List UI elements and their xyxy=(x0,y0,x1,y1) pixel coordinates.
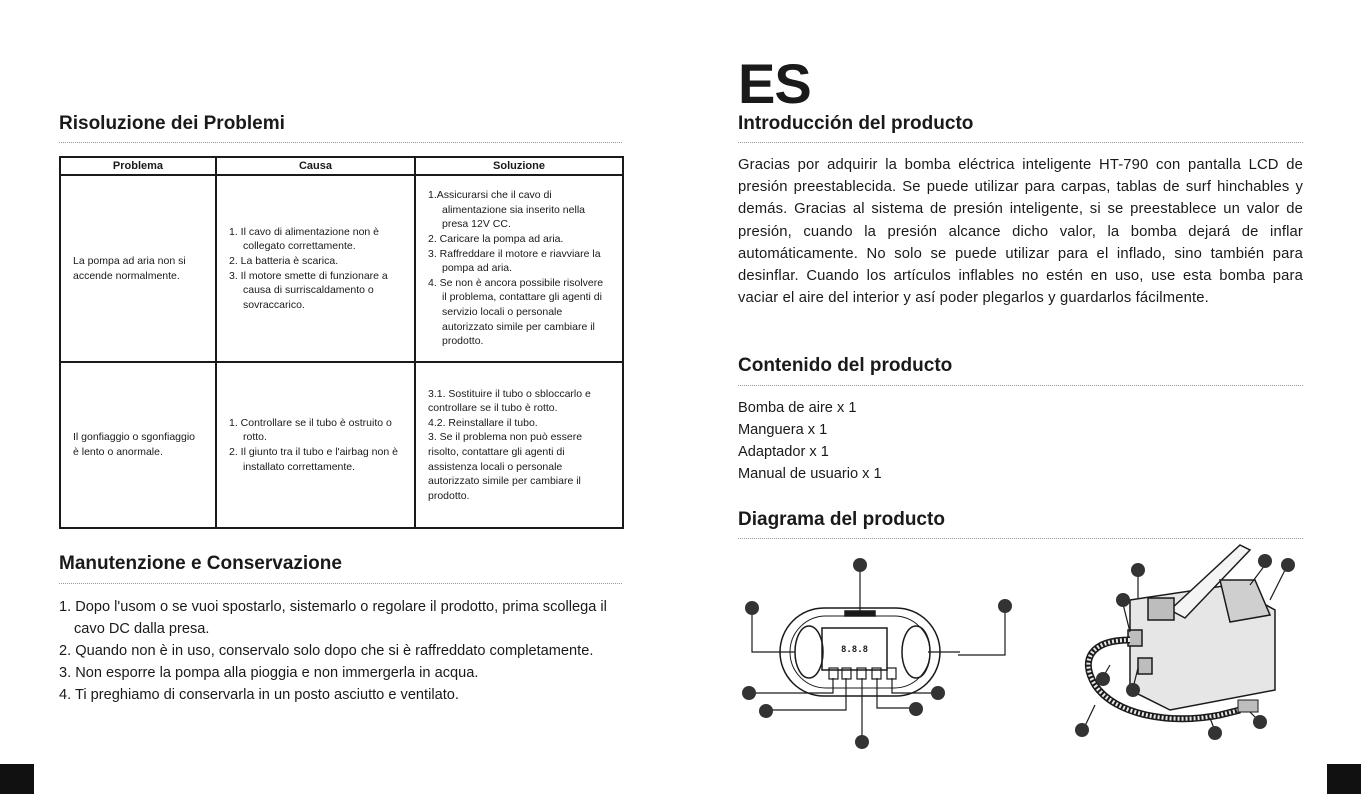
panel-button xyxy=(887,668,896,679)
problem-cell: La pompa ad aria non si accende normalmente. xyxy=(60,175,216,362)
lcd-readout: 8.8.8 xyxy=(840,645,869,655)
solution-item: 1.Assicurarsi che il cavo di alimentazione sia inserito nella presa 12V CC. xyxy=(428,189,585,231)
control-panel-diagram-right-callout xyxy=(958,550,1018,660)
callout-marker xyxy=(931,686,945,700)
list-item: 2. Quando non è in uso, conservalo solo dopo che si è raffreddato completamente. xyxy=(59,643,594,659)
callout-marker xyxy=(1075,723,1089,737)
cause-item: 1. Il cavo di alimentazione non è collegato correttamente. xyxy=(229,225,380,253)
callout-marker xyxy=(1116,593,1130,607)
list-item: 3. Non esporre la pompa alla pioggia e non immergerla in acqua. xyxy=(59,665,479,681)
title-divider xyxy=(59,583,622,584)
solution-item: 2. Caricare la pompa ad aria. xyxy=(428,233,564,246)
table-row xyxy=(60,175,623,362)
list-item: Manual de usuario x 1 xyxy=(738,466,882,482)
callout-marker xyxy=(998,599,1012,613)
header-cause: Causa xyxy=(216,157,415,175)
problem-cell: Il gonfiaggio o sgonfiaggio è lento o anormale. xyxy=(60,362,216,528)
contents-title: Contenido del producto xyxy=(738,355,953,376)
pump-port xyxy=(1138,658,1152,674)
callout-marker xyxy=(1258,554,1272,568)
callout-line xyxy=(892,678,938,693)
troubleshooting-title: Risoluzione dei Problemi xyxy=(59,113,285,134)
callout-marker xyxy=(1126,683,1140,697)
header-solution: Soluzione xyxy=(415,157,623,175)
contents-list xyxy=(738,397,882,485)
solution-item: 3.1. Sostituire il tubo o sbloccarlo e controllare se il tubo è rotto. xyxy=(428,387,591,415)
right-knob xyxy=(902,626,930,678)
language-code: ES xyxy=(738,52,811,115)
maintenance-title: Manutenzione e Conservazione xyxy=(59,553,342,574)
solution-item: 4. Se non è ancora possibile risolvere il problema, contattare gli agenti di servizio locali o personale autorizzato simile per cambiare il prodotto. xyxy=(428,276,604,348)
solution-item: 4.2. Reinstallare il tubo. xyxy=(428,416,538,429)
list-item: Manguera x 1 xyxy=(738,422,828,438)
title-divider xyxy=(738,385,1303,386)
cause-item: 1. Controllare se il tubo è ostruito o rotto. xyxy=(229,416,392,444)
table-header-row xyxy=(60,157,623,175)
solution-item: 3. Se il problema non può essere risolto, contattare gli agenti di assistenza locali o personale autorizzato simile per cambiare il prodotto. xyxy=(428,431,583,502)
callout-marker xyxy=(1096,672,1110,686)
table-row xyxy=(60,362,623,528)
troubleshooting-table xyxy=(59,156,624,529)
title-divider xyxy=(738,538,1303,539)
cause-cell xyxy=(216,175,415,362)
callout-marker xyxy=(853,558,867,572)
title-divider xyxy=(738,142,1303,143)
hose-adapter xyxy=(1238,700,1258,712)
callout-marker xyxy=(745,601,759,615)
cause-item: 2. La batteria è scarica. xyxy=(229,254,339,267)
solution-item: 3. Raffreddare il motore e riavviare la pompa ad aria. xyxy=(428,247,601,275)
cause-cell xyxy=(216,362,415,528)
list-item: Bomba de aire x 1 xyxy=(738,400,857,416)
callout-line xyxy=(752,610,795,652)
callout-marker xyxy=(855,735,869,749)
maintenance-list xyxy=(59,596,629,706)
callout-marker xyxy=(1131,563,1145,577)
callout-line xyxy=(1123,604,1130,632)
header-problem: Problema xyxy=(60,157,216,175)
diagram-title: Diagrama del producto xyxy=(738,509,945,530)
callout-marker xyxy=(759,704,773,718)
left-knob xyxy=(795,626,823,678)
callout-marker xyxy=(1208,726,1222,740)
pump-port xyxy=(1128,630,1142,646)
callout-marker xyxy=(1253,715,1267,729)
intro-title: Introducción del producto xyxy=(738,113,974,134)
callout-marker xyxy=(742,686,756,700)
cause-item: 2. Il giunto tra il tubo e l'airbag non è installato correttamente. xyxy=(229,446,398,473)
callout-marker xyxy=(909,702,923,716)
callout-line xyxy=(958,608,1005,655)
callout-line xyxy=(1270,568,1286,600)
intro-paragraph: Gracias por adquirir la bomba eléctrica inteligente HT-790 con pantalla LCD de presión preestablecida. Se puede utilizar para carpas, tablas de surf hinchables y demás. Gracias al sistema de presión inteligente, si se preestablece un valor de presión, cuando la presión alcance dicho valor, la bomba dejará de inflar automáticamente. No solo se puede utilizar para el inflado, sino también para desinflar. Cuando los artículos inflables no estén en uso, use esta bomba para vaciar el aire del interior y así poder plegarlos y guardarlos fácilmente. xyxy=(738,157,1303,307)
list-item: 4. Ti preghiamo di conservarla in un posto asciutto e ventilato. xyxy=(59,687,459,703)
list-item: 1. Dopo l'usom o se vuoi spostarlo, sistemarlo o regolare il prodotto, prima scollega il cavo DC dalla presa. xyxy=(59,599,607,637)
page-corner-tab xyxy=(1327,764,1361,794)
callout-marker xyxy=(1281,558,1295,572)
page-corner-tab xyxy=(0,764,34,794)
solution-cell xyxy=(415,175,623,362)
callout-line xyxy=(1250,565,1265,585)
callout-line xyxy=(766,678,846,710)
control-panel-diagram xyxy=(735,550,960,755)
solution-cell xyxy=(415,362,623,528)
pump-diagram xyxy=(1060,540,1310,745)
cause-item: 3. Il motore smette di funzionare a causa di surriscaldamento o sovraccarico. xyxy=(229,269,388,311)
title-divider xyxy=(59,142,622,143)
pump-display xyxy=(1148,598,1174,620)
list-item: Adaptador x 1 xyxy=(738,444,829,460)
